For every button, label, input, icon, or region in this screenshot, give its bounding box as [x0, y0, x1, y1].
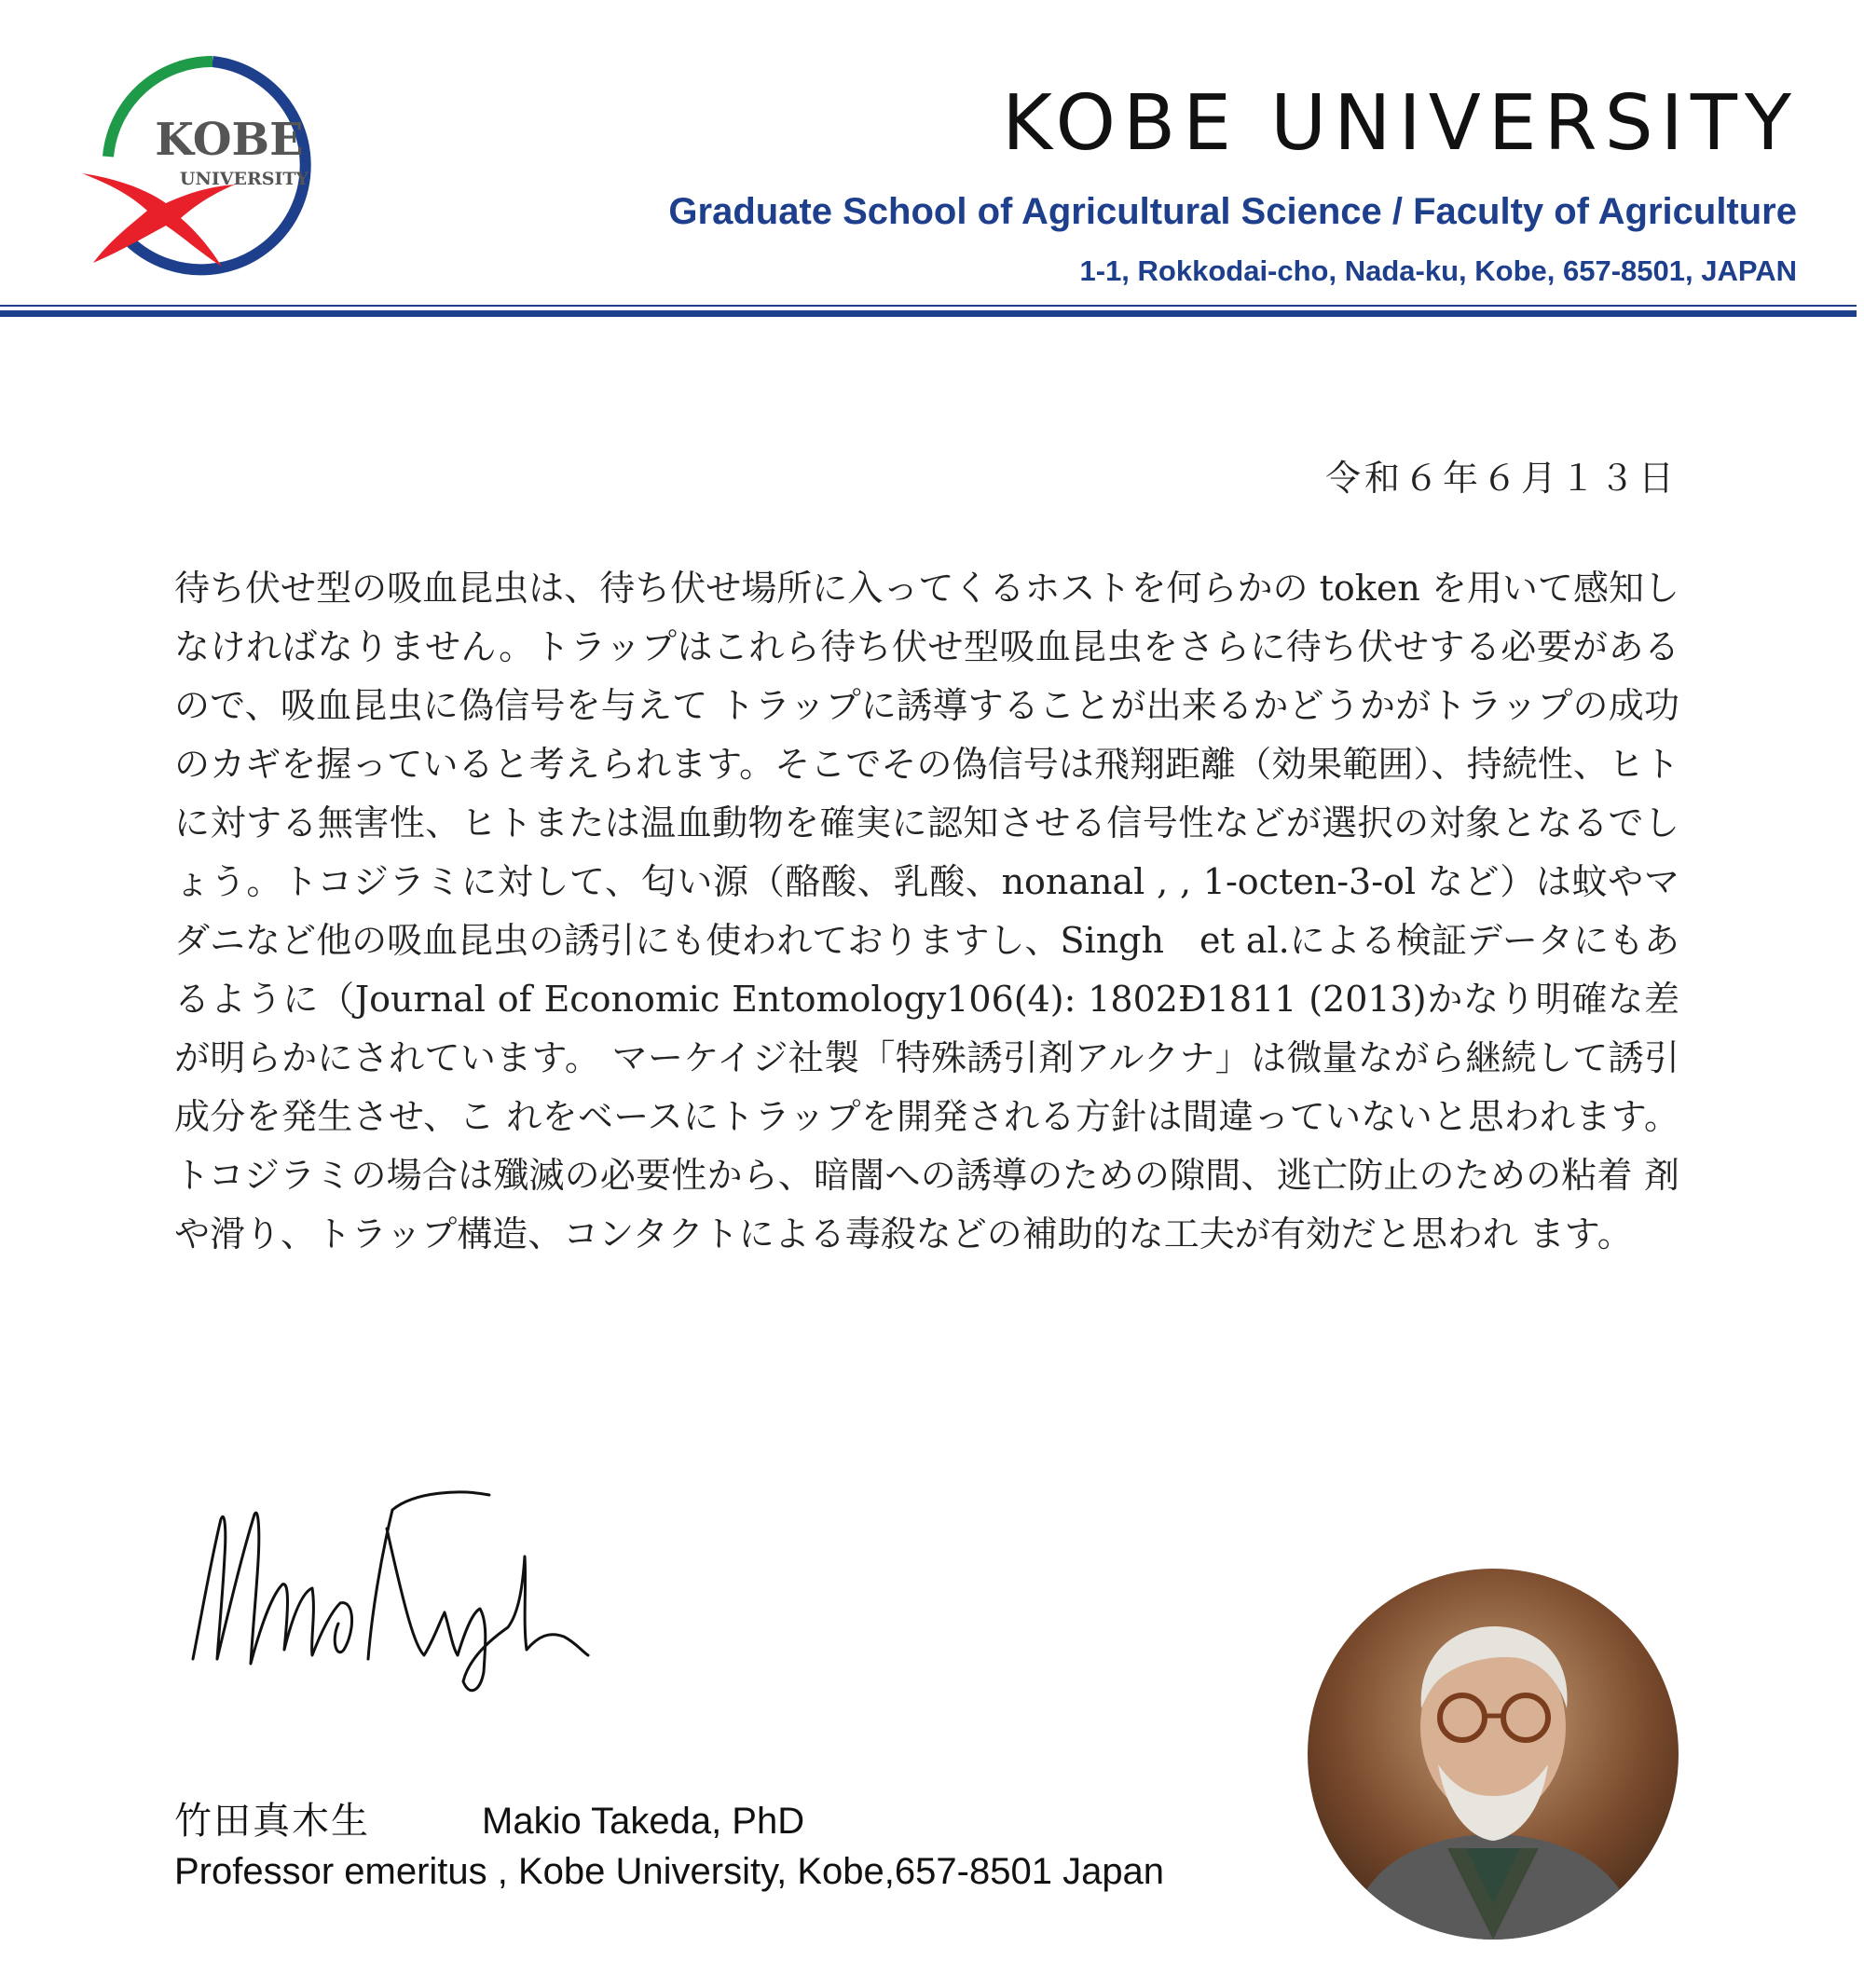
- letter-date: 令和６年６月１３日: [1324, 458, 1678, 499]
- header-divider-thick: [0, 310, 1857, 317]
- kobe-university-logo: [73, 54, 343, 287]
- header-divider-thin: [0, 305, 1857, 307]
- university-title: KOBE UNIVERSITY: [1002, 79, 1799, 168]
- faculty-subtitle: Graduate School of Agricultural Science / Faculty of Agriculture: [668, 191, 1797, 232]
- university-address: 1-1, Rokkodai-cho, Nada-ku, Kobe, 657-8501, JAPAN: [1079, 254, 1797, 287]
- logo-text-main: KOBE: [155, 114, 304, 166]
- signatory-name: [174, 1791, 804, 1844]
- signatory-title: Professor emeritus , Kobe University, Kobe,657-8501 Japan: [174, 1851, 1165, 1892]
- handwritten-signature: [172, 1473, 601, 1715]
- signatory-name-jp: 竹田真木生: [174, 1800, 370, 1843]
- signatory-name-en: Makio Takeda, PhD: [482, 1801, 805, 1842]
- letter-body: 待ち伏せ型の吸血昆虫は、待ち伏せ場所に入ってくるホストを何らかの token を用いて感知しなければなりません。トラップはこれら待ち伏せ型吸血昆虫をさらに待ち伏せする必要があるので、吸血昆虫に偽信号を与えて トラップに誘導することが出来るかどうかがトラップの成功のカギを握っていると考えられます。そこでその偽信号は飛翔距離（効果範囲）、持続性、ヒトに対する無害性、ヒトまたは温血動物を確実に認知させる信号性などが選択の対象となるでしょう。トコジラミに対して、匂い源（酪酸、乳酸、nonanal , , 1-octen-3-ol など）は蚊やマダニなど他の吸血昆虫の誘引にも使われておりますし、Singh et al.による検証データにもあるように（Journal of Economic Entomology106(4): 1802Ð1811 (2013)かなり明確な差が明らかにされています。 マーケイジ社製「特殊誘引剤アルクナ」は微量ながら継続して誘引成分を発生させ、こ れをベースにトラップを開発される方針は間違っていないと思われます。トコジラミの場合は殲滅の必要性から、暗闇への誘導のための隙間、逃亡防止のための粘着 剤や滑り、トラップ構造、コンタクトによる毒殺などの補助的な工夫が有効だと思われ ます。: [174, 568, 1679, 1254]
- logo-text-sub: UNIVERSITY: [179, 169, 309, 189]
- portrait-photo: [1308, 1569, 1679, 1940]
